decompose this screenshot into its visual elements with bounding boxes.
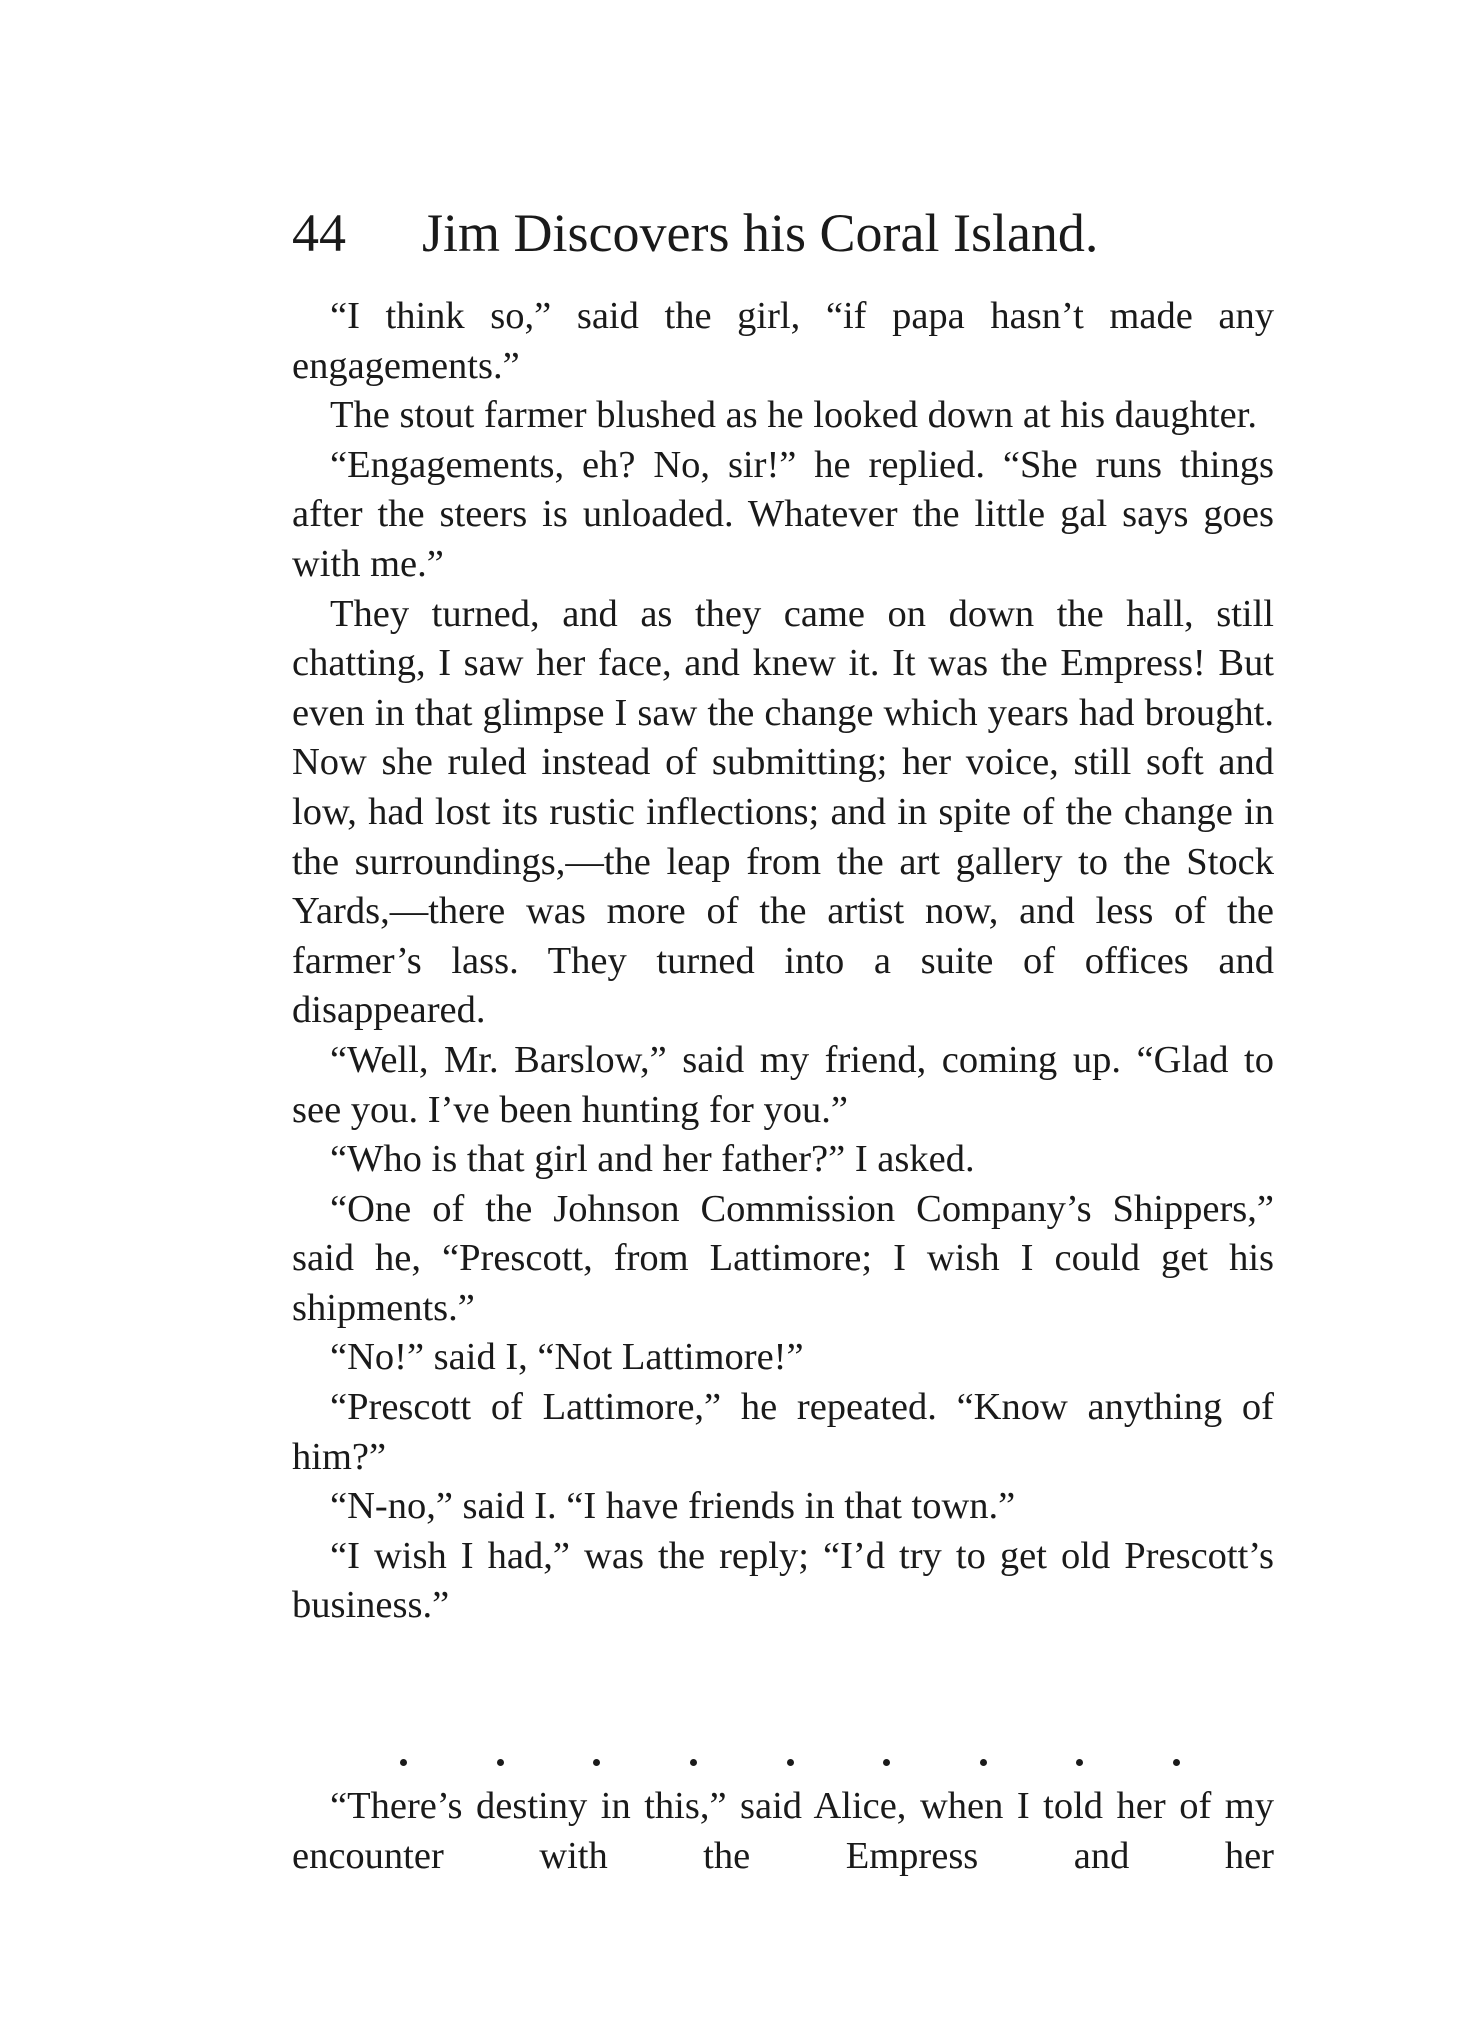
body-text: [292, 292, 1274, 1631]
dot: [690, 1759, 697, 1766]
paragraph: “I think so,” said the girl, “if papa hasn’t made any engagements.”: [292, 295, 1274, 387]
dot: [883, 1759, 890, 1766]
paragraph: “Well, Mr. Barslow,” said my friend, coming up. “Glad to see you. I’ve been hunting for you.”: [292, 1038, 1274, 1131]
paragraph: “Engagements, eh? No, sir!” he replied. “She runs things after the steers is unloaded. Whatever the little gal says goes with me.”: [292, 443, 1274, 585]
dot: [1076, 1759, 1083, 1766]
paragraph: “No!” said I, “Not Lattimore!”: [330, 1336, 804, 1379]
paragraph: “N-no,” said I. “I have friends in that town.”: [330, 1485, 1016, 1528]
body-text-continued: [292, 1782, 1274, 1881]
paragraph: The stout farmer blushed as he looked down at his daughter.: [330, 394, 1257, 437]
dot: [497, 1759, 504, 1766]
paragraph: “One of the Johnson Commission Company’s Shippers,” said he, “Prescott, from Lattimore; I wish I could get his shipments.”: [292, 1187, 1274, 1329]
paragraph: They turned, and as they came on down the hall, still chatting, I saw her face, and knew it. It was the Empress! But even in that glimpse I saw the change which years had brought. Now she ruled instead of submitting; her voice, still soft and low, had lost its rustic inflections; and in spite of the change in the surroundings,—the leap from the art gallery to the Stock Yards,—there was more of the artist now, and less of the farmer’s lass. They turned into a suite of offices and disappeared.: [292, 592, 1274, 1032]
paragraph: “I wish I had,” was the reply; “I’d try to get old Prescott’s business.”: [292, 1534, 1274, 1627]
paragraph: “Who is that girl and her father?” I asked.: [330, 1138, 975, 1181]
running-title: Jim Discovers his Coral Island.: [422, 203, 1099, 263]
page-number: 44: [292, 203, 346, 263]
dot: [400, 1759, 407, 1766]
paragraph: “There’s destiny in this,” said Alice, when I told her of my encounter with the Empress and her: [292, 1785, 1274, 1877]
running-header: [292, 198, 1272, 268]
dot: [980, 1759, 987, 1766]
dot: [1173, 1759, 1180, 1766]
dot: [787, 1759, 794, 1766]
section-break-dots: [400, 1752, 1180, 1772]
paragraph: “Prescott of Lattimore,” he repeated. “Know anything of him?”: [292, 1386, 1274, 1478]
dot: [593, 1759, 600, 1766]
